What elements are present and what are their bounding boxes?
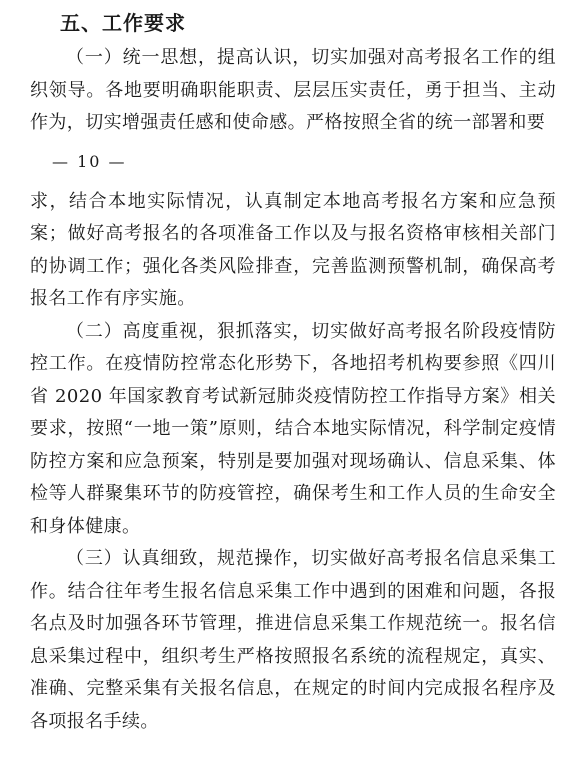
- page-number: — 10 —: [52, 151, 127, 171]
- paragraph-2: （二）高度重视，狠抓落实，切实做好高考报名阶段疫情防控工作。在疫情防控常态化形势下，各地招考机构要参照《四川省 2020 年国家教育考试新冠肺炎疫情防控工作指导方案》相关要求，按照“一地一策”原则，结合本地实际情况，科学制定疫情防控方案和应急预案，特别是要加强对现场确认、信息采集、体检等人群聚集环节的防疫管控，确保考生和工作人员的生命安全和身体健康。: [30, 320, 556, 537]
- paragraph-3: （三）认真细致，规范操作，切实做好高考报名信息采集工作。结合往年考生报名信息采集工作中遇到的困难和问题，各报名点及时加强各环节管理，推进信息采集工作规范统一。报名信息采集过程中，组织考生严格按照报名系统的流程规定，真实、准确、完整采集有关报名信息，在规定的时间内完成报名程序及各项报名手续。: [30, 548, 556, 732]
- paragraph-1-part-b: 求，结合本地实际情况，认真制定本地高考报名方案和应急预案；做好高考报名的各项准备工作以及与报名资格审核相关部门的协调工作；强化各类风险排查，完善监测预警机制，确保高考报名工作有序实施。: [30, 190, 556, 309]
- section-heading: 五、工作要求: [60, 11, 186, 35]
- paragraph-1-part-a: （一）统一思想，提高认识，切实加强对高考报名工作的组织领导。各地要明确职能职责、层层压实责任，勇于担当、主动作为，切实增强责任感和使命感。严格按照全省的统一部署和要: [30, 47, 556, 133]
